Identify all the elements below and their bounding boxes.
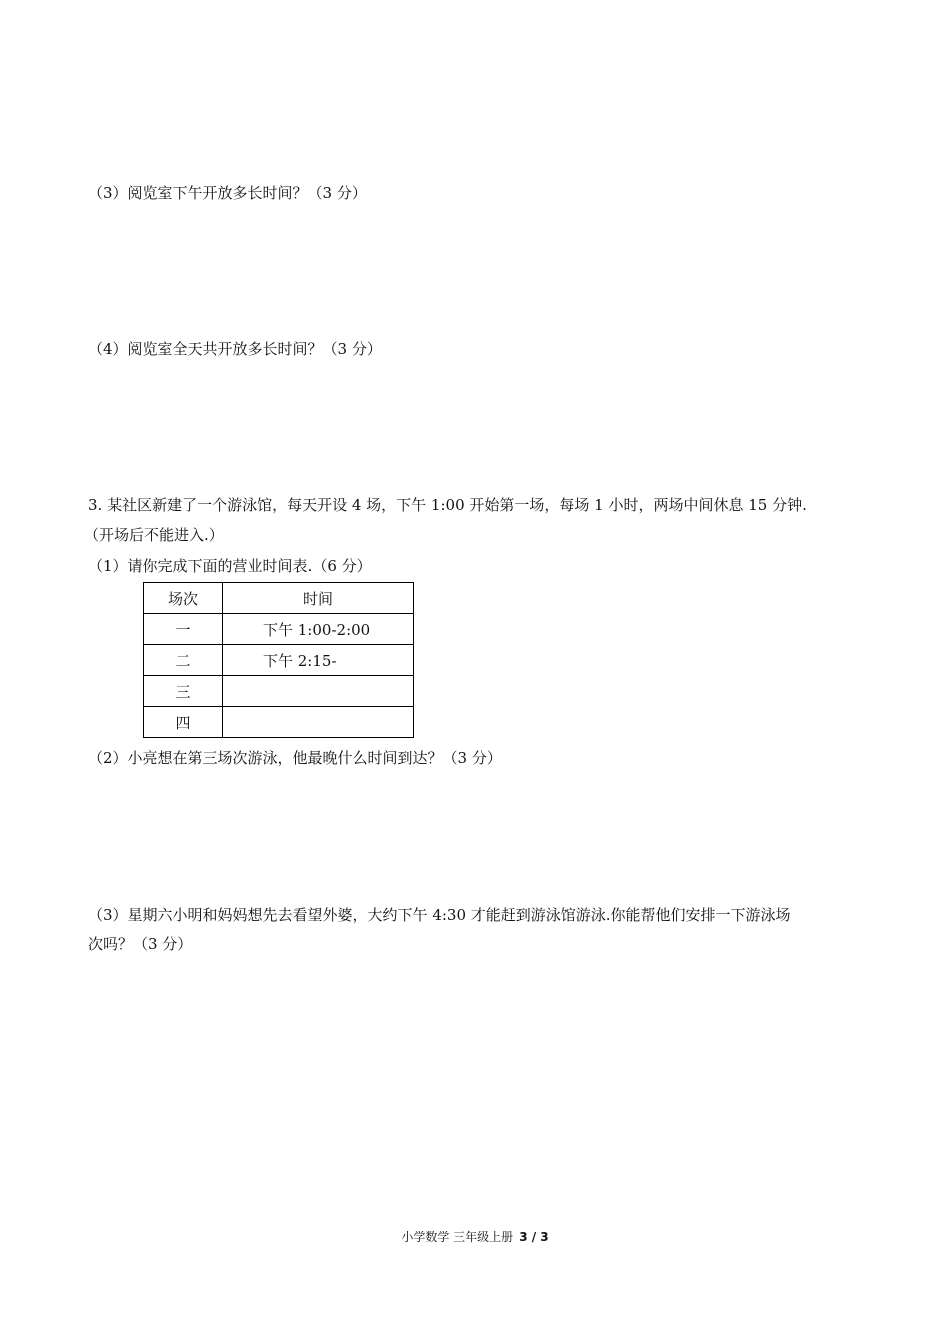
table-cell-time <box>223 676 414 707</box>
table-cell-time: 下午 2:15- <box>223 645 414 676</box>
question-3-stem-line-2: （开场后不能进入.） <box>84 526 224 544</box>
schedule-table <box>143 582 414 738</box>
question-3-part-3-line-2: 次吗？（3 分） <box>88 935 193 953</box>
question-2-part-3: （3）阅览室下午开放多长时间？（3 分） <box>88 184 367 202</box>
table-row <box>144 645 414 676</box>
question-3-stem-line-1: 3. 某社区新建了一个游泳馆，每天开设 4 场，下午 1:00 开始第一场，每场 1 小时，两场中间休息 15 分钟. <box>88 496 807 514</box>
question-3-part-3-line-1: （3）星期六小明和妈妈想先去看望外婆，大约下午 4:30 才能赶到游泳馆游泳.你能帮他们安排一下游泳场 <box>88 906 791 924</box>
table-cell-session: 三 <box>144 676 223 707</box>
table-cell-time: 下午 1:00-2:00 <box>223 614 414 645</box>
table-row <box>144 676 414 707</box>
table-row <box>144 614 414 645</box>
table-cell-session: 二 <box>144 645 223 676</box>
question-3-part-2: （2）小亮想在第三场次游泳，他最晚什么时间到达？（3 分） <box>88 749 502 767</box>
table-cell-session: 一 <box>144 614 223 645</box>
table-header-session: 场次 <box>144 583 223 614</box>
table-cell-session: 四 <box>144 707 223 738</box>
page-number: 3 / 3 <box>519 1230 549 1244</box>
table-header-time: 时间 <box>223 583 414 614</box>
question-2-part-4: （4）阅览室全天共开放多长时间？（3 分） <box>88 340 382 358</box>
footer-subject: 小学数学 三年级上册 <box>401 1230 514 1244</box>
table-cell-time <box>223 707 414 738</box>
question-3-part-1: （1）请你完成下面的营业时间表.（6 分） <box>88 557 372 575</box>
page-footer <box>0 1228 950 1245</box>
table-header-row <box>144 583 414 614</box>
table-row <box>144 707 414 738</box>
